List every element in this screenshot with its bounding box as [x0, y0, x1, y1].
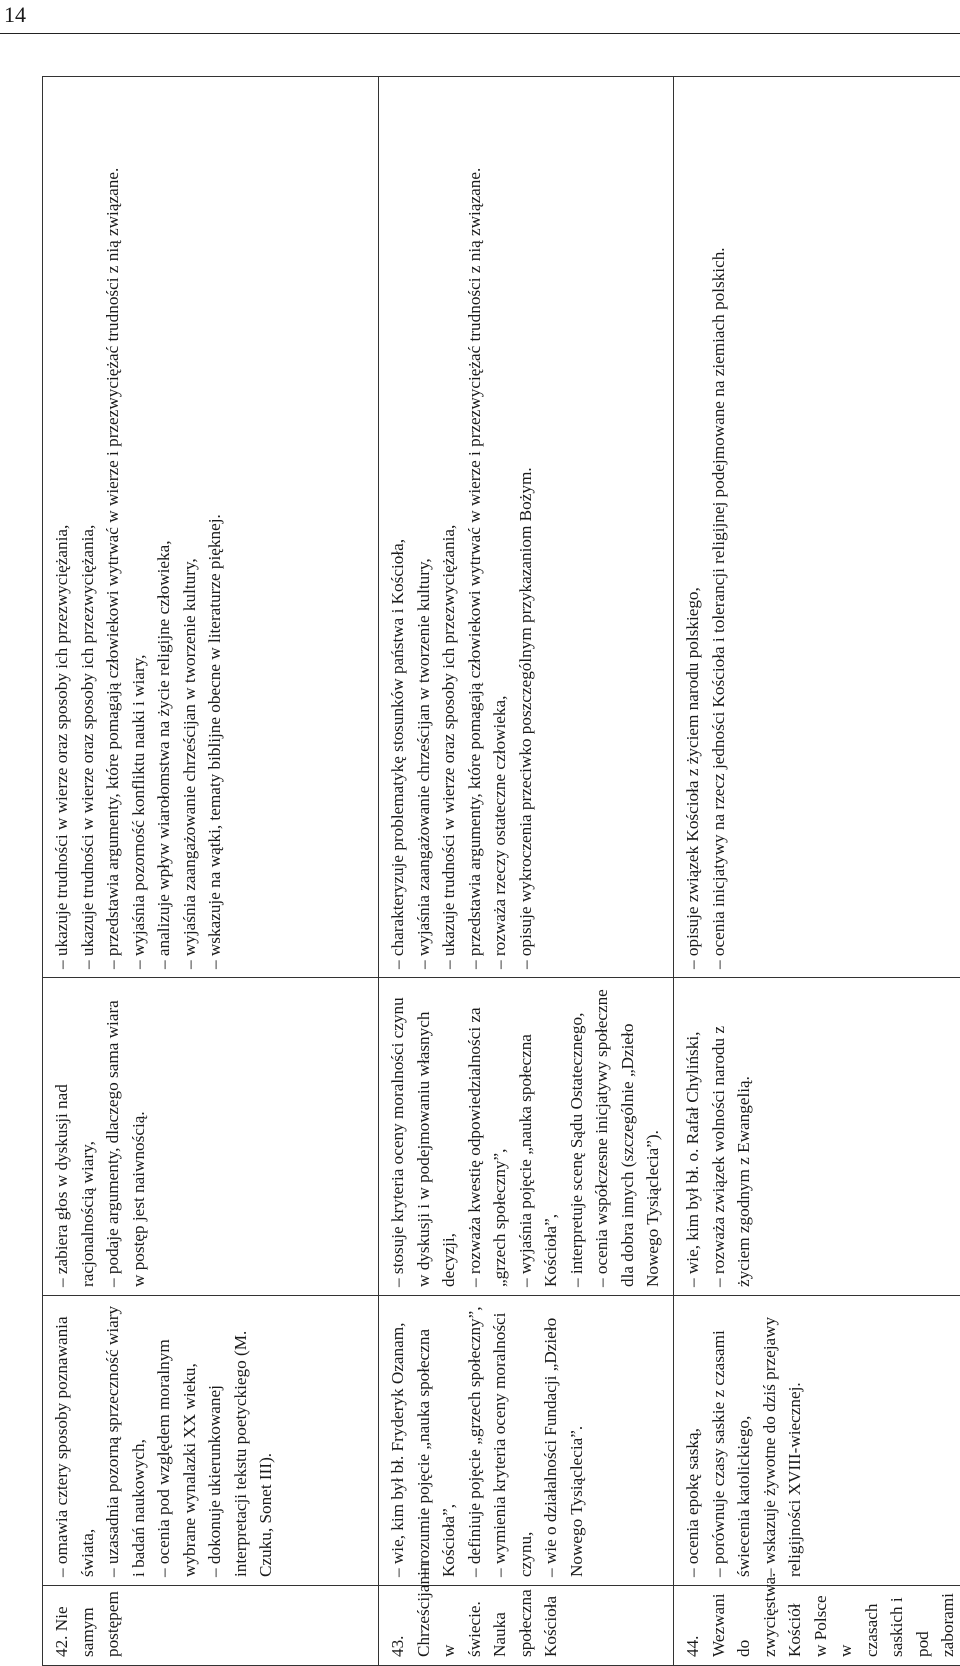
list-item: – wie o działalności Fundacji „Dzieło Nowego Tysiąclecia”. — [538, 1304, 589, 1577]
list-item: – podaje argumenty, dlaczego sama wiara w postęp jest naiwnością. — [100, 986, 151, 1287]
list-item: – wyjaśnia zaangażowanie chrześcijan w tworzenie kultury, — [177, 85, 203, 969]
topic-cell: 44. Wezwani do zwycięstwa. Kościół w Polsce w czasach saskich i pod zaborami — [674, 1586, 960, 1666]
list-item: – uzasadnia pozorną sprzeczność wiary i badań naukowych, — [100, 1304, 151, 1577]
list-item: – ocenia współczesne inicjatywy społeczne dla dobra innych (szczególnie „Dzieło Nowego Tysiąclecia”). — [589, 986, 666, 1287]
list-item: – ocenia pod względem moralnym wybrane wynalazki XX wieku, — [151, 1304, 202, 1577]
list-item: – analizuje wpływ wiarołomstwa na życie religijne człowieka, — [151, 85, 177, 969]
rotated-table-wrapper — [42, 76, 831, 1666]
list-item: – omawia cztery sposoby poznawania świata, — [49, 1304, 100, 1577]
list-item: – rozważa kwestię odpowiedzialności za „grzech społeczny”, — [462, 986, 513, 1287]
table-row — [43, 77, 379, 1666]
requirements-cell — [43, 77, 379, 978]
list-item: – przedstawia argumenty, które pomagają człowiekowi wytrwać w wierze i przezwyciężać trudności z nią związane. — [462, 85, 488, 969]
list-item: – ukazuje trudności w wierze oraz sposoby ich przezwyciężania, — [75, 85, 101, 969]
header-rule — [0, 33, 960, 34]
list-item: – rozważa rzeczy ostateczne człowieka, — [487, 85, 513, 969]
topic-cell: 42. Nie samym postępem — [43, 1586, 379, 1666]
list-item: – wie, kim był bł. Fryderyk Ozanam, — [385, 1304, 411, 1577]
list-item: – ocenia inicjatywy na rzecz jedności Kościoła i tolerancji religijnej podejmowane na ziemiach polskich. — [706, 85, 732, 969]
list-item: – wyjaśnia pozorność konfliktu nauki i wiary, — [126, 85, 152, 969]
list-item: – wymienia kryteria oceny moralności czynu, — [487, 1304, 538, 1577]
list-item: – definiuje pojęcie „grzech społeczny”, — [462, 1304, 488, 1577]
list-item: – przedstawia argumenty, które pomagają człowiekowi wytrwać w wierze i przezwyciężać trudności z nią związane. — [100, 85, 126, 969]
requirements-cell — [674, 1296, 960, 1586]
requirements-cell — [43, 1296, 379, 1586]
list-item: – wie, kim był bł. o. Rafał Chyliński, — [680, 986, 706, 1287]
list-item: – ukazuje trudności w wierze oraz sposoby ich przezwyciężania, — [436, 85, 462, 969]
list-item: – zabiera głos w dyskusji nad racjonalnością wiary, — [49, 986, 100, 1287]
list-item: – interpretuje scenę Sądu Ostatecznego, — [564, 986, 590, 1287]
requirements-cell — [43, 978, 379, 1296]
list-item: – rozumie pojęcie „nauka społeczna Kościoła”, — [411, 1304, 462, 1577]
list-item: – opisuje związek Kościoła z życiem narodu polskiego, — [680, 85, 706, 969]
list-item: – wyjaśnia zaangażowanie chrześcijan w tworzenie kultury, — [411, 85, 437, 969]
list-item: – wskazuje na wątki, tematy biblijne obecne w literaturze pięknej. — [202, 85, 228, 969]
table-row — [674, 77, 960, 1666]
list-item: – dokonuje ukierunkowanej interpretacji tekstu poetyckiego (M. Czuku, Sonet III). — [202, 1304, 279, 1577]
list-item: – wyjaśnia pojęcie „nauka społeczna Kościoła”, — [513, 986, 564, 1287]
list-item: – ukazuje trudności w wierze oraz sposoby ich przezwyciężania, — [49, 85, 75, 969]
list-item: – stosuje kryteria oceny moralności czynu w dyskusji i w podejmowaniu własnych decyzji, — [385, 986, 462, 1287]
list-item: – charakteryzuje problematykę stosunków państwa i Kościoła, — [385, 85, 411, 969]
page-number: 14 — [4, 2, 26, 28]
table-row — [379, 77, 674, 1666]
list-item: – ocenia epokę saską, — [680, 1304, 706, 1577]
syllabus-table — [42, 76, 960, 1666]
requirements-cell — [379, 978, 674, 1296]
list-item: – porównuje czasy saskie z czasami świecenia katolickiego, — [706, 1304, 757, 1577]
requirements-cell — [379, 1296, 674, 1586]
topic-cell: 43. Chrześcijanin w świecie. Nauka społeczna Kościoła — [379, 1586, 674, 1666]
list-item: – rozważa związek wolności narodu z życiem zgodnym z Ewangelią. — [706, 986, 757, 1287]
requirements-cell — [379, 77, 674, 978]
list-item: – opisuje wykroczenia przeciwko poszczególnym przykazaniom Bożym. — [513, 85, 539, 969]
list-item: – wskazuje żywotne do dziś przejawy religijności XVIII-wiecznej. — [757, 1304, 808, 1577]
requirements-cell — [674, 77, 960, 978]
requirements-cell — [674, 978, 960, 1296]
